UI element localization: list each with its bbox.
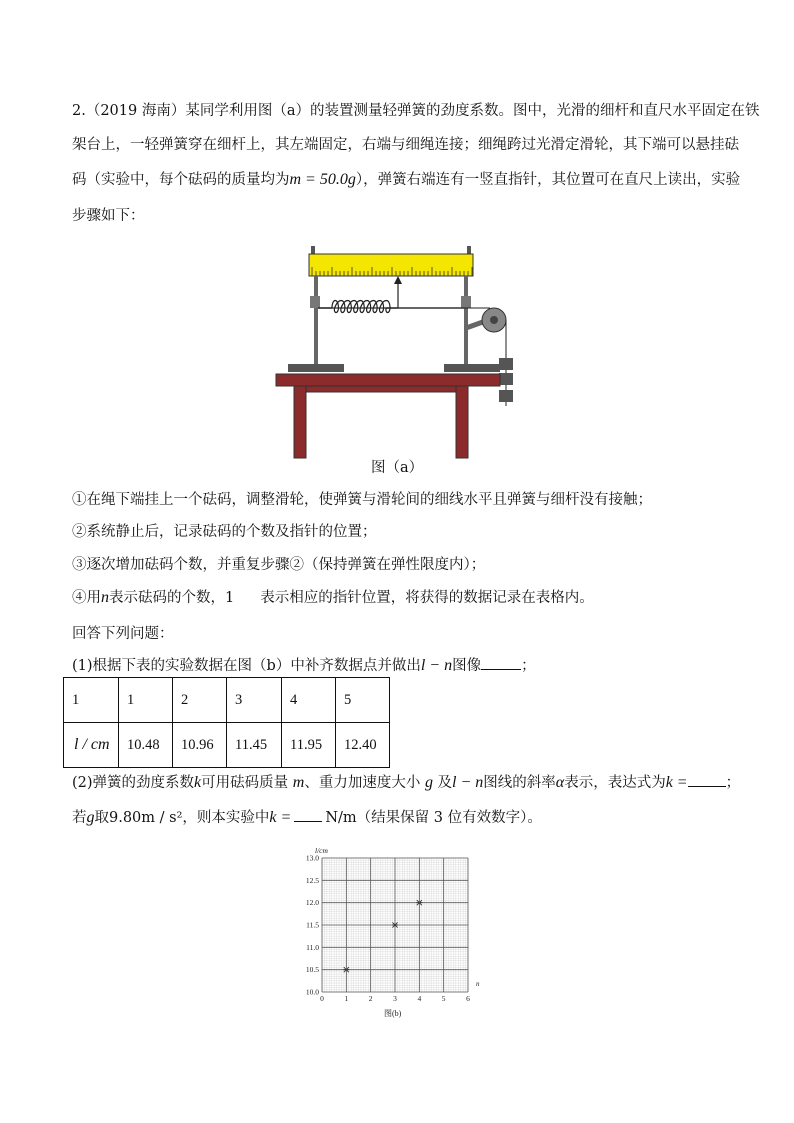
figure-b-graph	[296, 844, 496, 1024]
answer-prompt: 回答下列问题：	[72, 626, 174, 642]
base-right	[444, 364, 500, 372]
table-top	[276, 374, 500, 386]
problem-intro-line-4: 步骤如下：	[72, 208, 145, 224]
x-tick-label: 3	[393, 994, 397, 1003]
table-cell: 2	[173, 678, 227, 723]
question-1: (1)根据下表的实验数据在图（b）中补齐数据点并做出l − n图像 ；	[72, 657, 536, 674]
stand-left	[314, 276, 318, 364]
x-tick-label: 0	[320, 994, 324, 1003]
mass-expression: m = 50.0g	[289, 171, 356, 188]
answer-blank-1[interactable]	[481, 655, 521, 670]
y-tick-label: 13.0	[305, 853, 319, 863]
y-tick-label: 12.5	[305, 875, 319, 885]
figure-a-apparatus	[270, 240, 530, 480]
table-cell: 10.48	[119, 723, 173, 768]
problem-intro-line-3: 码（实验中，每个砝码的质量均为m = 50.0g），弹簧右端连有一竖直指针，其位置可在直尺上读出，实验	[72, 171, 741, 188]
x-tick-label: 6	[466, 994, 470, 1003]
x-tick-label: 1	[344, 994, 349, 1003]
x-axis-label: n	[476, 980, 480, 988]
table-cell: 1	[64, 678, 119, 723]
y-tick-label: 11.0	[306, 942, 319, 952]
table-row-l	[64, 723, 390, 768]
question-2: (2)弹簧的劲度系数k可用砝码质量 m、重力加速度大小 g 及l − n图线的斜率α表示，表达式为k = ；	[72, 774, 741, 791]
problem-number: 2.（2019 海南）	[72, 103, 186, 119]
answer-blank-2[interactable]	[688, 772, 726, 787]
table-cell: 3	[227, 678, 282, 723]
table-leg-right	[456, 386, 468, 458]
clamp-left	[310, 296, 320, 308]
table-cell: 11.45	[227, 723, 282, 768]
pointer-arrow	[394, 276, 402, 284]
step-4: ④用n表示砝码的个数，1 表示相应的指针位置，将获得的数据记录在表格内。	[72, 589, 594, 606]
weight-1	[499, 358, 513, 370]
y-tick-label: 12.0	[305, 898, 319, 908]
data-table	[63, 677, 390, 768]
base-left	[288, 364, 344, 372]
weight-3	[499, 390, 513, 402]
x-tick-label: 5	[441, 994, 446, 1003]
x-tick-label: 4	[417, 994, 422, 1003]
y-tick-label: 10.5	[305, 965, 319, 975]
table-cell: 11.95	[282, 723, 336, 768]
answer-blank-3[interactable]	[294, 807, 322, 822]
stand-right	[464, 276, 468, 364]
step-3: ③逐次增加砝码个数，并重复步骤②（保持弹簧在弹性限度内）；	[72, 557, 486, 573]
table-cell: 5	[336, 678, 390, 723]
table-cell: 10.96	[173, 723, 227, 768]
y-tick-label: 11.5	[306, 920, 319, 930]
table-cell: 12.40	[336, 723, 390, 768]
y-tick-label: 10.0	[305, 987, 319, 997]
x-tick-label: 2	[368, 994, 373, 1003]
table-apron	[306, 386, 466, 392]
clamp-right	[461, 296, 471, 308]
problem-intro-line-2: 架台上，一轻弹簧穿在细杆上，其左端固定，右端与细绳连接；细绳跨过光滑定滑轮，其下端可以悬挂砝	[72, 137, 739, 153]
question-3: 若g取9.80m / s²，则本实验中k = N/m（结果保留 3 位有效数字）。	[72, 809, 542, 826]
figure-a-caption: 图（a）	[371, 460, 424, 476]
step-1: ①在绳下端挂上一个砝码，调整滑轮，使弹簧与滑轮间的细线水平且弹簧与细杆没有接触；	[72, 492, 652, 508]
problem-intro-line-1: 2.（2019 海南）某同学利用图（a）的装置测量轻弹簧的劲度系数。图中，光滑的细杆和直尺水平固定在铁	[72, 103, 760, 119]
table-cell: 1	[119, 678, 173, 723]
figure-b-caption: 图(b)	[384, 1009, 402, 1018]
step-2: ②系统静止后，记录砝码的个数及指针的位置；	[72, 524, 377, 540]
table-leg-left	[294, 386, 306, 458]
table-cell: 4	[282, 678, 336, 723]
table-cell-label: l / cm	[64, 723, 119, 768]
spring	[318, 301, 398, 313]
y-axis-label: l/cm	[315, 846, 328, 855]
table-row-n	[64, 678, 390, 723]
weight-2	[499, 373, 513, 385]
